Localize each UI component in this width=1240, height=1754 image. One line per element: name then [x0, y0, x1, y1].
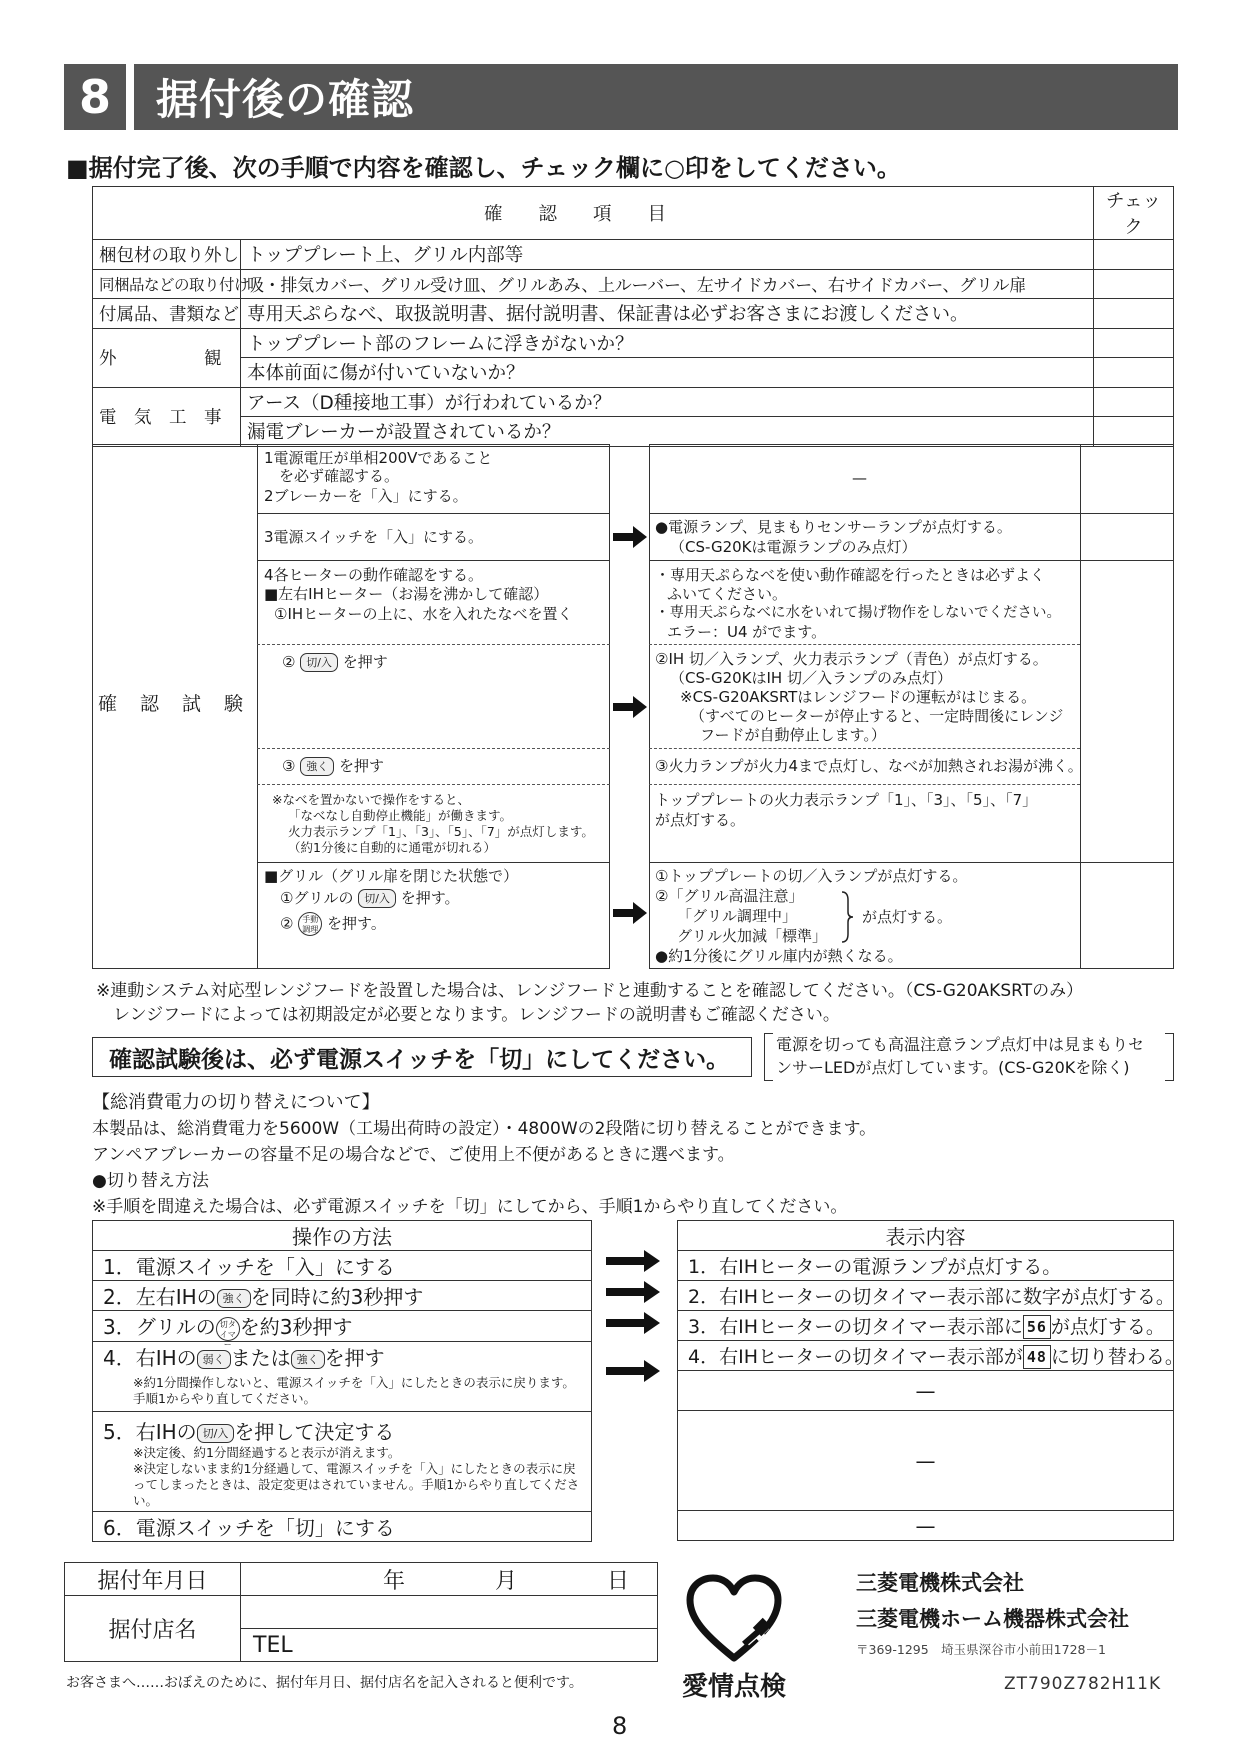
power-off-notice: 確認試験後は、必ず電源スイッチを「切」にしてください。 — [92, 1037, 752, 1077]
result-text: フードが自動停止します。） — [700, 726, 886, 744]
op-note: ※約1分間操作しないと、電源スイッチを「入」にしたときの表示に戻ります。手順1からやり直してください。 — [93, 1371, 592, 1411]
result-text: が点灯する。 — [655, 811, 746, 829]
on-off-key-icon: 切/入 — [197, 1424, 235, 1443]
category-cell: 付属品、書類など — [93, 299, 241, 329]
logo-text: 愛情点検 — [682, 1672, 787, 1702]
item-cell: トッププレート部のフレームに浮きがないか？ — [241, 328, 1094, 358]
item-cell: アース（D種接地工事）が行われているか？ — [241, 387, 1094, 417]
result-text: トッププレートの火力表示ランプ「1」、「3」、「5」、「7」 — [655, 791, 1038, 809]
strong-key-icon: 強く — [300, 757, 334, 776]
strong-key-icon: 強く — [217, 1289, 251, 1308]
on-off-key-icon: 切/入 — [300, 653, 338, 672]
result-text: が点灯する。 — [862, 908, 953, 926]
result-text: 「グリル調理中」 — [677, 907, 798, 925]
result-text: ふいてください。 — [667, 585, 788, 603]
strong-key-icon: 強く — [291, 1350, 325, 1369]
category-cell: 梱包材の取り外し — [93, 240, 241, 270]
disp-dash: — — [678, 1411, 1174, 1511]
weak-key-icon: 弱く — [197, 1350, 231, 1369]
step-text: ■左右IHヒーター（お湯を沸かして確認） — [264, 585, 549, 603]
op-step: 5．右IHの 切/入 を押して決定する ※決定後、約1分間経過すると表示が消えます。 ※決定しないまま約1分経過して、電源スイッチを「入」にしたときの表示に戻ってしまったときは、設定変更はされていません。手順1からやり直してください。 — [93, 1411, 592, 1511]
heart-logo-icon — [684, 1572, 784, 1666]
company-names: 三菱電機株式会社 三菱電機ホーム機器株式会社 — [856, 1571, 1129, 1631]
item-cell: 本体前面に傷が付いていないか？ — [241, 358, 1094, 388]
result-text: ②「グリル高温注意」 — [655, 887, 804, 905]
check-cell[interactable] — [1094, 387, 1174, 417]
section-header — [64, 64, 1178, 130]
result-text: （CS-G20KはIH 切／入ランプのみ点灯） — [670, 669, 952, 687]
test-procedure-box — [92, 444, 1174, 969]
arrow-right-icon — [613, 900, 647, 926]
lead-instruction: ■据付完了後、次の手順で内容を確認し、チェック欄に○印をしてください。 — [66, 154, 901, 182]
step-text: ③ 強く を押す — [282, 757, 385, 775]
item-cell: 吸・排気カバー、グリル受け皿、グリルあみ、上ルーバー、左サイドカバー、右サイドカバー、グリル扉 — [241, 269, 1094, 299]
item-cell: 専用天ぷらなべ、取扱説明書、据付説明書、保証書は必ずお客さまにお渡しください。 — [241, 299, 1094, 329]
disp-step: 4．右IHヒーターの切タイマー表示部が 48 に切り替わる。 — [678, 1341, 1174, 1371]
power-switch-section: 【総消費電力の切り替えについて】 本製品は、総消費電力を5600W（工場出荷時の設定）・4800Wの2段階に切り替えることができます。 アンペアブレーカーの容量不足の場合などで、ご使用上不便があるときに選べます。 ●切り替え方法 ※手順を間違えた場合は、必ず電源スイッチを「切」にしてから、手順1からやり直してください。 — [92, 1092, 877, 1217]
off-timer-key-icon: 切タイマー — [216, 1317, 240, 1341]
document-code: ZT790Z782H11K — [1004, 1674, 1162, 1694]
item-cell: 漏電ブレーカーが設置されているか？ — [241, 417, 1094, 447]
result-text: （CS-G20Kは電源ランプのみ点灯） — [670, 538, 917, 556]
table-row — [93, 328, 1174, 358]
segment-display: 48 — [1023, 1345, 1051, 1369]
result-text: エラー：U4 がでます。 — [667, 623, 827, 641]
power-switch-title: 【総消費電力の切り替えについて】 — [92, 1092, 380, 1113]
test-label: 確 認 試 験 — [98, 693, 246, 715]
step-text: 1電源電圧が単相200Vであること — [264, 449, 493, 467]
check-cell[interactable] — [1094, 417, 1174, 447]
arrow-right-icon — [613, 524, 647, 550]
step-text: ② 手動調理 を押す。 — [280, 912, 386, 936]
table-row — [93, 358, 1174, 388]
segment-display: 56 — [1023, 1315, 1051, 1339]
check-cell[interactable] — [1094, 240, 1174, 270]
operations-table — [92, 1220, 592, 1542]
hood-note: ※連動システム対応型レンジフードを設置した場合は、レンジフードと連動することを確認してください。（CS-G20AKSRTのみ） レンジフードによっては初期設定が必要となります。レンジフードの説明書もご確認ください。 — [96, 981, 1084, 1025]
disp-head: 表示内容 — [678, 1221, 1174, 1251]
op-step: 2．左右IHの 強く を同時に約3秒押す — [93, 1281, 592, 1311]
category-cell: 電 気 工 事 — [93, 387, 241, 446]
note-text: 火力表示ランプ「1」、「3」、「5」、「7」が点灯します。 — [288, 824, 594, 839]
table-row — [93, 269, 1174, 299]
note-text: ※なべを置かないで操作をすると、 — [272, 792, 470, 807]
on-off-key-icon: 切/入 — [358, 889, 396, 908]
table-row — [93, 299, 1174, 329]
op-step: 1．電源スイッチを「入」にする — [93, 1251, 592, 1281]
disp-dash: — — [678, 1511, 1174, 1541]
result-text: ●電源ランプ、見まもりセンサーランプが点灯する。 — [655, 518, 1012, 536]
company-address: 〒369-1295 埼玉県深谷市小前田1728－1 — [856, 1642, 1106, 1657]
result-text: ・専用天ぷらなべを使い動作確認を行ったときは必ずよく — [655, 566, 1046, 584]
check-cell[interactable] — [1094, 358, 1174, 388]
step-text: 4各ヒーターの動作確認をする。 — [264, 566, 483, 584]
ops-head: 操作の方法 — [93, 1221, 592, 1251]
result-text: ※CS-G20AKSRTはレンジフードの運転がはじまる。 — [680, 688, 1037, 706]
arrow-right-icon — [613, 694, 647, 720]
checklist-head-check: チェック — [1094, 187, 1174, 240]
op-step: 4．右IHの 弱く または 強く を押す — [93, 1341, 592, 1371]
table-row — [93, 240, 1174, 270]
step-text: ①グリルの 切/入 を押す。 — [280, 889, 460, 907]
op-step: 3．グリルの 切タイマーを約3秒押す — [93, 1311, 592, 1342]
check-cell[interactable] — [1094, 299, 1174, 329]
disp-step: 3．右IHヒーターの切タイマー表示部に 56 が点灯する。 — [678, 1311, 1174, 1341]
step-text: 3電源スイッチを「入」にする。 — [264, 528, 483, 546]
check-cell[interactable] — [1094, 269, 1174, 299]
table-row — [93, 417, 1174, 447]
install-tel-field[interactable]: TEL — [241, 1629, 658, 1662]
manual-cook-key-icon: 手動調理 — [298, 912, 322, 936]
op-step: 6．電源スイッチを「切」にする — [93, 1511, 592, 1541]
side-note: 電源を切っても高温注意ランプ点灯中は見まもりセ ンサーLEDが点灯しています。(CS-G20Kを除く) — [764, 1033, 1174, 1081]
customer-note: お客さまへ……おぼえのために、据付年月日、据付店名を記入されると便利です。 — [66, 1675, 583, 1691]
arrow-right-icon — [606, 1360, 660, 1382]
install-store-label: 据付店名 — [65, 1596, 241, 1662]
check-cell[interactable] — [1094, 328, 1174, 358]
install-store-field[interactable] — [241, 1596, 658, 1629]
result-text: （すべてのヒーターが停止すると、一定時間後にレンジ — [690, 707, 1064, 725]
disp-step: 1．右IHヒーターの電源ランプが点灯する。 — [678, 1251, 1174, 1281]
disp-dash: — — [678, 1371, 1174, 1411]
arrow-right-icon — [606, 1281, 660, 1303]
install-date-field[interactable]: 年 月 日 — [241, 1563, 658, 1596]
table-row — [93, 387, 1174, 417]
step-text: ①IHヒーターの上に、水を入れたなべを置く — [274, 605, 573, 623]
item-cell: トッププレート上、グリル内部等 — [241, 240, 1094, 270]
section-title: 据付後の確認 — [134, 64, 1178, 130]
arrow-right-icon — [606, 1312, 660, 1334]
result-text: ●約1分後にグリル庫内が熱くなる。 — [655, 947, 903, 965]
category-cell: 同梱品などの取り付け — [93, 269, 241, 299]
install-date-label: 据付年月日 — [65, 1563, 241, 1596]
result-text: グリル火加減「標準」 — [677, 927, 828, 945]
brace-icon — [840, 890, 854, 944]
note-text: （約1分後に自動的に通電が切れる） — [288, 840, 496, 855]
page-number: 8 — [612, 1712, 628, 1740]
checklist-head-item: 確認項目 — [93, 187, 1094, 240]
step-text: ■グリル（グリル扉を閉じた状態で） — [264, 867, 519, 885]
result-dash: — — [852, 469, 867, 487]
display-table — [677, 1220, 1184, 1541]
result-text: ・専用天ぷらなべに水をいれて揚げ物作をしないでください。 — [655, 605, 1061, 621]
note-text: 「なべなし自動停止機能」が働きます。 — [288, 808, 513, 823]
step-text: ② 切/入 を押す — [282, 653, 388, 671]
disp-step: 2．右IHヒーターの切タイマー表示部に数字が点灯する。 — [678, 1281, 1174, 1311]
installation-record — [64, 1562, 658, 1662]
step-text: を必ず確認する。 — [264, 467, 400, 485]
arrow-right-icon — [606, 1250, 660, 1272]
result-text: ②IH 切／入ランプ、火力表示ランプ（青色）が点灯する。 — [655, 650, 1048, 668]
checklist-table — [92, 186, 1174, 447]
section-number: 8 — [64, 64, 126, 130]
step-text: 2ブレーカーを「入」にする。 — [264, 487, 468, 505]
category-cell: 外 観 — [93, 328, 241, 387]
result-text: ①トッププレートの切／入ランプが点灯する。 — [655, 867, 968, 885]
result-text: ③火力ランプが火力4まで点灯し、なべが加熱されお湯が沸く。 — [655, 757, 1083, 775]
